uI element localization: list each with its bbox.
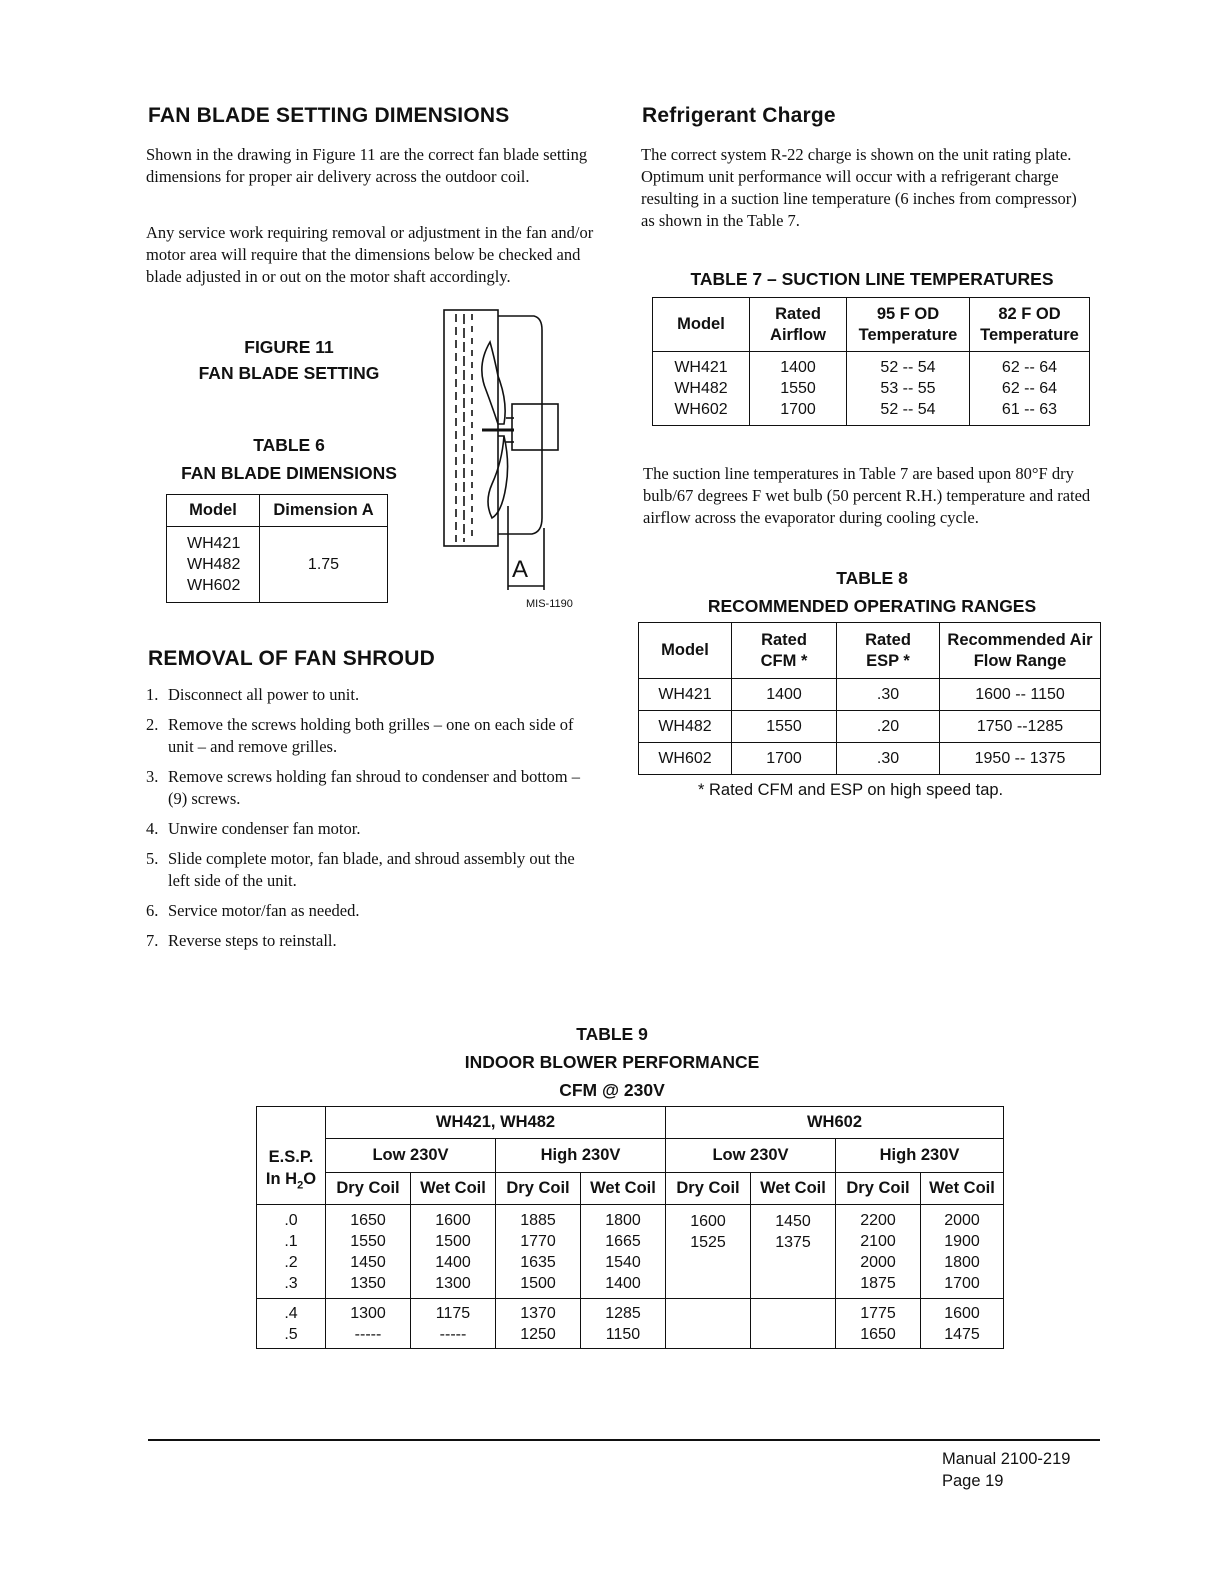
table-9-column: 2000 1900 1800 1700 [921,1205,1004,1299]
table-7-82f-column: 62 -- 64 62 -- 64 61 -- 63 [970,352,1090,426]
fan-blade-setting-figure [436,306,586,596]
table-8 [638,622,1101,775]
table-row [639,743,1101,775]
removal-step: 4. Unwire condenser fan motor. [146,819,361,838]
table-9-wet-coil: Wet Coil [411,1173,496,1205]
removal-step: 1. Disconnect all power to unit. [146,685,360,704]
figure-11-number: FIGURE 11 [244,337,334,357]
table-9-low-1: Low 230V [326,1139,496,1173]
table-9-wet-coil: Wet Coil [581,1173,666,1205]
table-9-dry-coil: Dry Coil [836,1173,921,1205]
table-7-airflow-column: 1400 1550 1700 [750,352,847,426]
table-9-block-2 [257,1299,1004,1349]
refrigerant-paragraph-1: The correct system R-22 charge is shown on the unit rating plate. Optimum unit performance will occur with a refrigerant charge resulting in a suction line temperature (6 inches from compressor) as shown in the Table 7. [641,145,1077,230]
removal-section-title: REMOVAL OF FAN SHROUD [148,647,435,670]
figure-dimension-a-label: A [512,556,529,583]
table-6-caption [150,432,428,486]
footer [942,1448,1070,1492]
table-7-title: TABLE 7 – SUCTION LINE TEMPERATURES [690,269,1054,289]
table-9-dry-coil: Dry Coil [326,1173,411,1205]
table-9-high-2: High 230V [836,1139,1004,1173]
table-7-header-82f: 82 F OD Temperature [970,298,1090,352]
table-6-models [167,527,260,603]
refrigerant-paragraph-2: The suction line temperatures in Table 7 are based upon 80°F dry bulb/67 degrees F wet bulb (50 percent R.H.) temperature and rated airflow across the evaporator during cooling cycle. [643,464,1091,527]
table-8-title: RECOMMENDED OPERATING RANGES [707,596,1037,616]
table-7-header-95f: 95 F OD Temperature [847,298,970,352]
table-8-cell: WH421 [639,679,732,711]
table-9-block-1 [257,1205,1004,1299]
table-6 [166,494,388,603]
table-6-model-2: WH482 [187,556,241,573]
removal-step: 3. Remove screws holding fan shroud to condenser and bottom – (9) screws. [146,767,580,808]
table-8-cell: WH602 [639,743,732,775]
removal-step: 6. Service motor/fan as needed. [146,901,360,920]
table-9-column: 2200 2100 2000 1875 [836,1205,921,1299]
table-8-header-model: Model [639,623,732,679]
footer-page-number: Page 19 [942,1472,1004,1490]
table-9-column: 1175 ----- [411,1299,496,1349]
fan-shroud-outline [498,316,542,534]
table-9-column: 1650 1550 1450 1350 [326,1205,411,1299]
fan-motor [512,404,558,450]
table-9-column: 1300 ----- [326,1299,411,1349]
removal-step: 2. Remove the screws holding both grilles – one on each side of unit – and remove grilles. [146,715,574,756]
table-7-header-airflow: Rated Airflow [750,298,847,352]
removal-step: 5. Slide complete motor, fan blade, and shroud assembly out the left side of the unit. [146,849,575,890]
table-9-column: 1600 1475 [921,1299,1004,1349]
removal-step: 7. Reverse steps to reinstall. [146,931,337,950]
table-8-cell: 1600 -- 1150 [940,679,1101,711]
table-9-wet-coil: Wet Coil [921,1173,1004,1205]
table-8-header-range: Recommended Air Flow Range [940,623,1101,679]
table-8-cell: .30 [837,743,940,775]
table-8-cell: WH482 [639,711,732,743]
fan-blade-paragraph-1: Shown in the drawing in Figure 11 are the correct fan blade setting dimensions for proper air delivery across the outdoor coil. [146,145,588,186]
table-6-header-dimension: Dimension A [260,495,388,527]
table-9-dry-coil: Dry Coil [666,1173,751,1205]
footer-manual-number: Manual 2100-219 [942,1450,1071,1468]
table-6-header-model: Model [167,495,260,527]
table-8-header-cfm: Rated CFM * [732,623,837,679]
table-9-column: 1450 1375 [751,1205,836,1299]
table-8-cell: 1400 [732,679,837,711]
table-9-dry-coil: Dry Coil [496,1173,581,1205]
table-9-number: TABLE 9 [576,1024,648,1044]
table-row [639,711,1101,743]
fan-blade-paragraph-2: Any service work requiring removal or adjustment in the fan and/or motor area will require that the dimensions below be checked and blade adjusted in or out on the motor shaft accordingly. [146,223,594,286]
table-8-cell: 1550 [732,711,837,743]
table-8-footnote: * Rated CFM and ESP on high speed tap. [698,781,1004,799]
table-9-subtitle: CFM @ 230V [559,1080,665,1100]
table-9-high-1: High 230V [496,1139,666,1173]
table-8-cell: .30 [837,679,940,711]
table-9-column [666,1299,751,1349]
table-9-column: 1885 1770 1635 1500 [496,1205,581,1299]
footer-divider [148,1439,1100,1441]
table-7-header-model: Model [653,298,750,352]
table-9-caption [380,1020,844,1104]
table-6-title: FAN BLADE DIMENSIONS [181,463,397,483]
removal-steps-list [146,684,596,960]
table-6-dimension-value: 1.75 [260,527,388,603]
table-8-cell: .20 [837,711,940,743]
table-8-cell: 1950 -- 1375 [940,743,1101,775]
table-8-number: TABLE 8 [836,568,908,588]
table-9-column [751,1299,836,1349]
refrigerant-section-title: Refrigerant Charge [642,104,836,127]
fan-blade-upper [482,342,505,424]
table-7-model-column: WH421 WH482 WH602 [653,352,750,426]
table-row [639,679,1101,711]
table-6-number: TABLE 6 [253,435,325,455]
table-9-esp-column: .4 .5 [257,1299,326,1349]
table-8-cell: 1700 [732,743,837,775]
table-8-cell: 1750 --1285 [940,711,1101,743]
figure-11-caption [160,334,418,386]
figure-code: MIS-1190 [526,598,573,610]
table-9-column: 1800 1665 1540 1400 [581,1205,666,1299]
figure-11-title: FAN BLADE SETTING [198,363,380,383]
fan-blade-section-title: FAN BLADE SETTING DIMENSIONS [148,104,510,127]
table-7 [652,297,1090,426]
table-9-title: INDOOR BLOWER PERFORMANCE [464,1052,760,1072]
table-9-column: 1285 1150 [581,1299,666,1349]
table-8-header-esp: Rated ESP * [837,623,940,679]
table-9-column: 1370 1250 [496,1299,581,1349]
table-6-model-1: WH421 [187,535,241,552]
table-9-esp-column: .0 .1 .2 .3 [257,1205,326,1299]
table-9-header-esp: E.S.P. In $H_2O$ [257,1107,326,1205]
table-7-95f-column: 52 -- 54 53 -- 55 52 -- 54 [847,352,970,426]
table-9 [256,1106,1004,1349]
table-9-group-wh421-wh482: WH421, WH482 [326,1107,666,1139]
table-9-column: 1600 1525 [666,1205,751,1299]
table-9-low-2: Low 230V [666,1139,836,1173]
table-9-wet-coil: Wet Coil [751,1173,836,1205]
table-6-model-3: WH602 [187,577,241,594]
table-9-column: 1600 1500 1400 1300 [411,1205,496,1299]
table-9-column: 1775 1650 [836,1299,921,1349]
table-8-caption [640,564,1104,620]
table-9-group-wh602: WH602 [666,1107,1004,1139]
